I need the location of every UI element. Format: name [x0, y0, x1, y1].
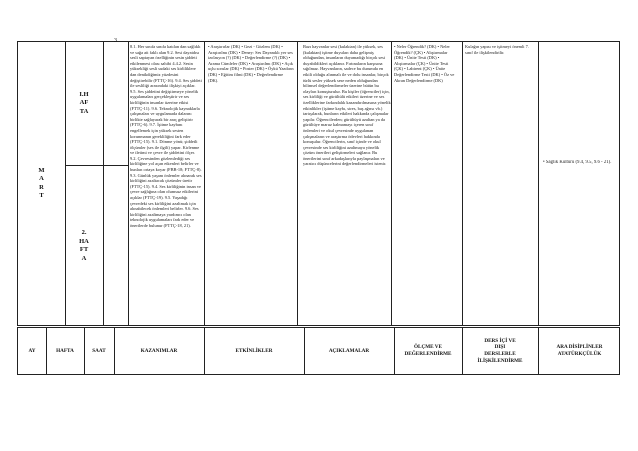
week-2-label: 2. HA FT A — [79, 229, 89, 262]
header-hafta: HAFTA — [56, 347, 74, 354]
column-divider — [128, 42, 129, 325]
column-divider — [297, 42, 298, 325]
etkinlikler-text: • Araştırırlar (DK) • Gezi - Gözlem (DK) • Araştırılmı (DK) • Deney: Ses Dayanıklı yer ses izolasyon (?) (DK) • Değerlendirme (?) (DK) • Arama Cümleler (DK) • Araştırılmı (DK) • Açık uçlu sorular (DK) • Poster (DK) • Öykü Yazdırın (DK) • Eğitim filmi (DK) • Değerlendirme (DK). — [208, 44, 294, 83]
plan-table-header — [17, 327, 620, 375]
column-divider — [462, 42, 463, 325]
olcme-text: • Neler Öğrendik? (DK) • Neler Öğrendik? (ÇK) • Alıştırmalar (DK) • Ünite Testi (DK) • Alıştırmalar (ÇK) • Ünite Testi (ÇK) • Labirent (ÇK) • Ünite Değerlendirme Testi (DK) • Öz ve Akran Değerlendirme (DK) — [394, 44, 455, 83]
aciklamalar-text: Bazı hayvanlar sesi (kulaktan) ile yüksek, ses (kulaktan) işitme duyuları daha gelişmiş olduğundan, insanların duyamadığı birçok sesi duyabildikleri açıklanır. Fırtınaların karşısına sığılmaz. Hayvanların, sadece bu durumda en etkili olduğu alınmalı ile ve dolu insanlar, birçok türlü sesler yüksek sese neden olduğundan bilimsel değerlendirmeler üzerine bütün bu olayları konuşturulur. Bu kişiler (öğrenciler) için, ses kirliliği ve gürültülü etkileri üzerine ve ses özelliklerine farkındalık kazandırılmasına yönelik etkinlikler (işitme kaybı, stres, baş ağrısı vb.) tartışılarak, bunların etkileri hakkında çalışmalar yapılır. Öğrencilerden; gürültüyü azaltan ya da gürültüye maruz kalmamayı içeren sınıf önlemleri ve okul çevresinde uygulanan çalışmaların ve araştırma ödevleri hakkında konuşulur. Öğrencilerin, sınıf içinde ve okul çevresinde ses kirliliğini azaltmaya yönelik çözüm önerileri geliştirmeleri sağlanır. Bu önerilerini sınıf arkadaşlarıyla paylaşmaları ve yaratıcı düşüncelerini değerlendirmeleri istenir. — [303, 44, 391, 167]
week-1-label: I.H AF TA — [79, 90, 89, 115]
column-divider — [391, 42, 392, 325]
column-divider — [538, 42, 539, 325]
month-label: M A R T — [38, 166, 45, 199]
week-1-cell — [65, 42, 103, 165]
header-saat: SAAT — [92, 347, 106, 354]
ara-disiplin-text: • Sağlık Kültürü (9.4, 9.5, 9.6 - 21). — [543, 160, 612, 165]
header-etkinlikler: ETKİNLİKLER — [235, 347, 273, 354]
header-ders-iliski: DERS İÇİ VE DIŞI DERSLERLE İLİŞKİLENDİRME — [477, 337, 523, 364]
header-olcme: ÖLÇME VE DEĞERLENDİRME — [404, 344, 452, 357]
header-kazanimlar: KAZANIMLAR — [140, 347, 178, 354]
header-aciklamalar: AÇIKLAMALAR — [328, 347, 370, 354]
week-2-cell — [65, 165, 103, 327]
ders-iliski-text: Kulağın yapısı ve işitmeyi önemli 7. sınıf ile ilişkilendirilir. — [465, 44, 529, 55]
header-ay: AY — [28, 347, 36, 354]
plan-table-body — [17, 38, 620, 326]
hours-value: 3 — [114, 38, 117, 44]
month-cell — [18, 42, 65, 325]
column-divider — [204, 42, 205, 325]
kazanimlar-text: 8.1. Her sınıfa sınıfa katılan dan sağlıklı ve sağa ait faklı alan 9.2. Sesi dayatdısı sesli saptayan özelliğinin sesin şiddeti etkilenmesi olası sahibi 4.4.2. Sesin yüksekliği sesli sudaki ses kirliliklere dan denikdiğimiz yüzdesini değiştirebilir (FTTÇ-16). 9.4. Ses şiddeti ile sesliliği arasındaki ilişkiyi açıklar. 9.5. Ses şiddetini değiştirmeye yönelik uygulamaları gerçekleştirir ve ses kirliliğinin insanlar üzerine etkisi (FTTÇ-11). 9.6. Teknolojik kaynaklarla çalışmaları ve uygulamada dalarını birlikte sağlayarak bir araç geliştirir (FTTÇ-6). 9.7. İşitme kaybını engellemek için yüksek sesten korunmanın gerekliliğini fark eder (FTTÇ-15). 9.1. Dönme yönü; şiddetli ölçümler (ses ile ilgili) yapar. Kirlenme ve iletimi ve çevre ile şiddetini ölçer. 9.2. Çevresinden gözlemlediği ses kirliliğine yol açan etkenleri belirler ve bunları ortaya koyar (FBB-18; FTTÇ-8). 9.3. Günlük yaşam önlemler alınarak ses kirliliğini azaltacak çözümler üretir (FTTÇ-15). 9.4. Ses kirliliğinin insan ve çevre sağlığına olan olumsuz etkilerini açıklar (FTTÇ-19). 9.5. Yaşadığı çevredeki ses kirliliğini azaltmak için alınabilecek önlemleri belirler. 9.6. Ses kirliliğini azaltmaya yardımcı olan teknolojik uygulamaları fark eder ve önerilerde bulunur (FTTÇ-18, 21). — [130, 44, 202, 228]
column-divider — [103, 42, 104, 325]
header-ara-disiplin: ARA DİSİPLİNLER ATATÜRKÇÜLÜK — [556, 344, 603, 357]
